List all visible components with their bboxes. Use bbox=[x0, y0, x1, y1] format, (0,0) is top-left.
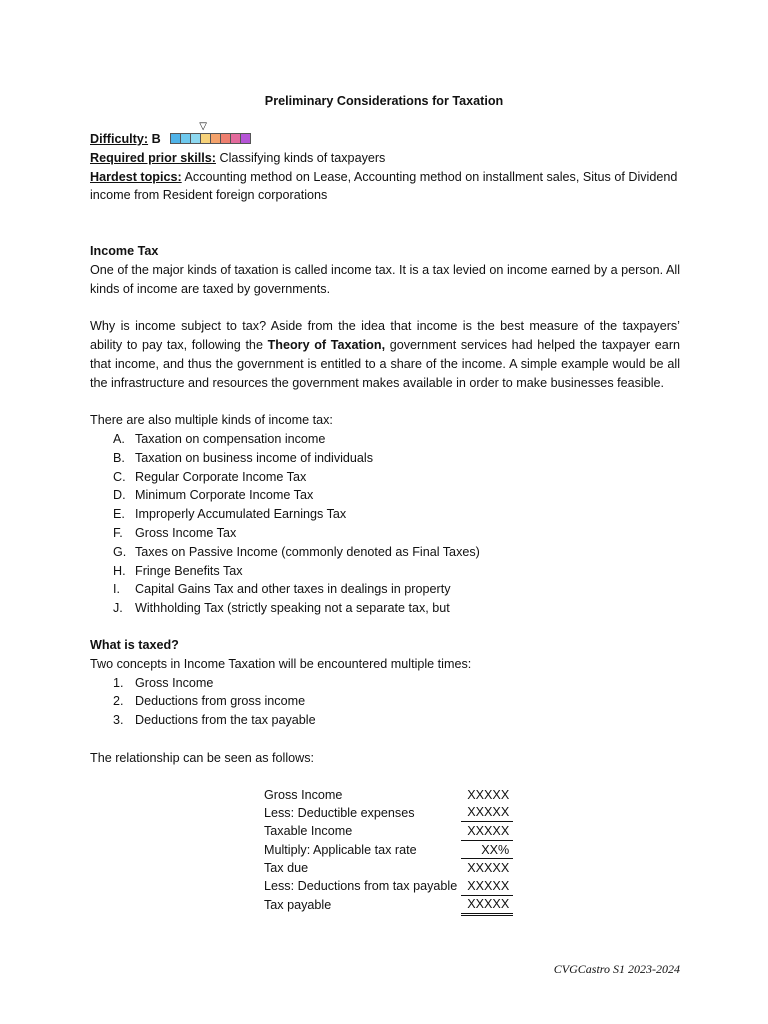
row-label: Multiply: Applicable tax rate bbox=[264, 842, 417, 857]
table-row bbox=[260, 840, 513, 859]
theory-of-taxation-term: Theory of Taxation, bbox=[267, 337, 386, 352]
row-value: XX% bbox=[461, 840, 513, 859]
row-label: Less: Deductible expenses bbox=[264, 805, 415, 820]
list-item bbox=[90, 674, 680, 693]
list-item-text: Gross Income Tax bbox=[135, 525, 237, 540]
list-item bbox=[90, 505, 680, 524]
row-value: XXXXX bbox=[461, 877, 513, 895]
para2-text-before: Why is income subject to tax? Aside from the idea that income is the best measure of the taxpayers’ ability to pay tax, following the bbox=[90, 319, 680, 352]
row-value: XXXXX bbox=[461, 895, 513, 915]
hardest-topics-value: Accounting method on Lease, Accounting method on installment sales, Situs of Dividend income from Resident foreign corporations bbox=[90, 169, 678, 203]
relationship-table bbox=[260, 786, 513, 916]
list-item bbox=[90, 692, 680, 711]
difficulty-meter bbox=[170, 121, 250, 144]
row-value: XXXXX bbox=[461, 822, 513, 841]
list-item bbox=[90, 524, 680, 543]
row-label: Taxable Income bbox=[264, 823, 353, 838]
list-marker: I. bbox=[113, 582, 120, 597]
list-item-text: Minimum Corporate Income Tax bbox=[135, 488, 314, 503]
difficulty-segment bbox=[240, 133, 251, 144]
row-label: Tax payable bbox=[264, 897, 332, 912]
list-item bbox=[90, 449, 680, 468]
down-triangle-icon: ▽ bbox=[199, 121, 207, 133]
table-row bbox=[260, 822, 513, 841]
row-value: XXXXX bbox=[461, 804, 513, 822]
list-item bbox=[90, 543, 680, 562]
income-tax-section bbox=[90, 242, 680, 618]
difficulty-label: Difficulty: bbox=[90, 132, 149, 146]
list-item bbox=[90, 468, 680, 487]
what-is-taxed-heading: What is taxed? bbox=[90, 638, 179, 652]
prior-skills-value: Classifying kinds of taxpayers bbox=[219, 150, 386, 165]
list-marker: C. bbox=[113, 469, 126, 484]
list-marker: 1. bbox=[113, 675, 124, 690]
list-marker: H. bbox=[113, 563, 126, 578]
header-info bbox=[90, 121, 680, 205]
table-row bbox=[260, 786, 513, 804]
difficulty-value: B bbox=[151, 132, 161, 146]
row-label: Gross Income bbox=[264, 787, 343, 802]
prior-skills-line bbox=[90, 149, 680, 168]
hardest-topics-label: Hardest topics: bbox=[90, 169, 182, 184]
relationship-intro: The relationship can be seen as follows: bbox=[90, 750, 315, 765]
list-marker: F. bbox=[113, 525, 123, 540]
list-item-text: Capital Gains Tax and other taxes in dealings in property bbox=[135, 582, 451, 597]
list-marker: B. bbox=[113, 450, 125, 465]
income-tax-paragraph-1: One of the major kinds of taxation is called income tax. It is a tax levied on income earned by a person. All kinds of income are taxed by governments. bbox=[90, 262, 680, 296]
para2-text-after: government services had helped the taxpayer earn that income, and thus the government is entitled to a share of the income. A simple example would be all the infrastructure and resources the government makes available in order to make businesses feasible. bbox=[90, 337, 681, 390]
list-marker: A. bbox=[113, 431, 125, 446]
list-item-text: Gross Income bbox=[135, 675, 214, 690]
table-row bbox=[260, 877, 513, 895]
income-tax-heading: Income Tax bbox=[90, 244, 159, 258]
list-marker: D. bbox=[113, 488, 126, 503]
table-row bbox=[260, 859, 513, 877]
list-item-text: Deductions from gross income bbox=[135, 694, 306, 709]
list-item-text: Improperly Accumulated Earnings Tax bbox=[135, 507, 347, 522]
list-item-text: Withholding Tax (strictly speaking not a separate tax, but bbox=[135, 601, 450, 616]
list-item bbox=[90, 580, 680, 599]
document-title: Preliminary Considerations for Taxation bbox=[264, 94, 504, 108]
concepts-list bbox=[90, 674, 680, 730]
list-item-text: Deductions from the tax payable bbox=[135, 713, 316, 728]
list-item-text: Taxation on compensation income bbox=[135, 431, 326, 446]
row-label: Tax due bbox=[264, 860, 309, 875]
income-tax-paragraph-2 bbox=[90, 317, 680, 392]
footer-signature: CVGCastro S1 2023-2024 bbox=[553, 962, 680, 976]
list-item bbox=[90, 430, 680, 449]
list-item-text: Fringe Benefits Tax bbox=[135, 563, 243, 578]
list-item bbox=[90, 562, 680, 581]
table-row bbox=[260, 895, 513, 915]
row-label: Less: Deductions from tax payable bbox=[264, 879, 458, 894]
list-item bbox=[90, 486, 680, 505]
list-item-text: Taxation on business income of individuals bbox=[135, 450, 374, 465]
difficulty-line bbox=[90, 121, 680, 149]
kinds-list bbox=[90, 430, 680, 618]
list-marker: 2. bbox=[113, 694, 124, 709]
kinds-intro: There are also multiple kinds of income tax: bbox=[90, 413, 333, 428]
list-marker: G. bbox=[113, 544, 127, 559]
list-item bbox=[90, 711, 680, 730]
row-value: XXXXX bbox=[467, 787, 510, 802]
list-marker: J. bbox=[113, 601, 123, 616]
list-marker: 3. bbox=[113, 713, 124, 728]
list-item bbox=[90, 599, 680, 618]
hardest-topics-line bbox=[90, 168, 680, 206]
table-row bbox=[260, 804, 513, 822]
what-is-taxed-intro: Two concepts in Income Taxation will be encountered multiple times: bbox=[90, 656, 472, 671]
list-item-text: Regular Corporate Income Tax bbox=[135, 469, 307, 484]
list-marker: E. bbox=[113, 507, 125, 522]
prior-skills-label: Required prior skills: bbox=[90, 150, 216, 165]
list-item-text: Taxes on Passive Income (commonly denoted as Final Taxes) bbox=[135, 544, 480, 559]
row-value: XXXXX bbox=[467, 861, 510, 876]
what-is-taxed-section bbox=[90, 636, 680, 768]
